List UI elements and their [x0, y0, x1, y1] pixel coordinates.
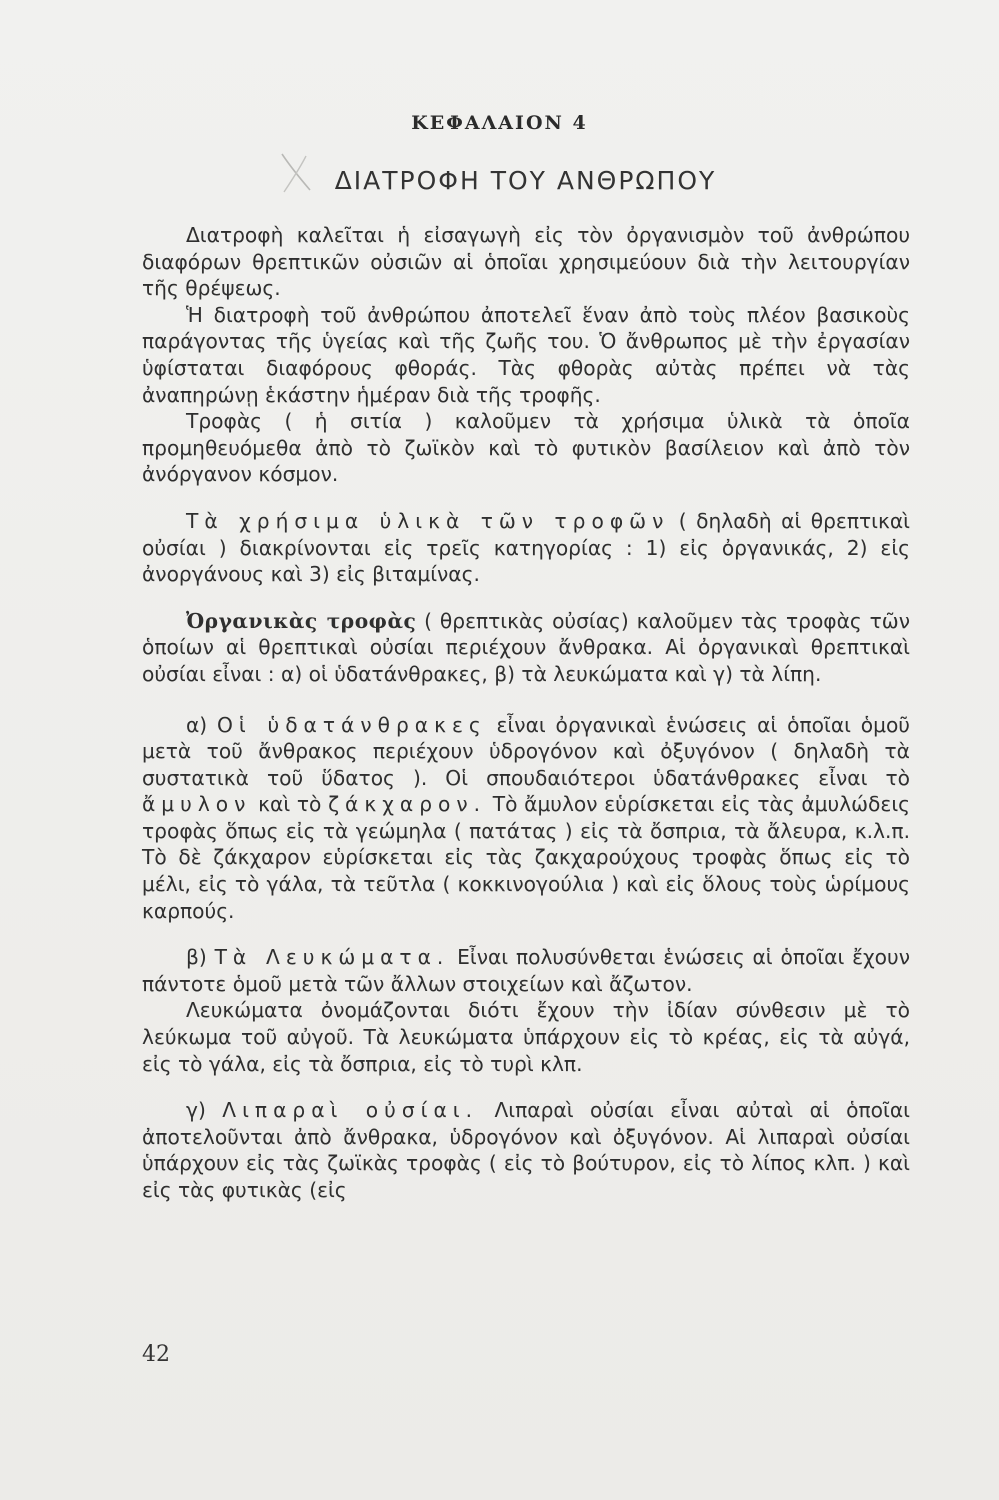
paragraph-fats: γ) Λιπαραὶ οὐσίαι. Λιπαραὶ οὐσίαι εἶναι αὐταὶ αἱ ὁποῖαι ἀποτελοῦνται ἀπὸ ἄνθρακα, ὑδρογόνον καὶ ὀξυγόνον. Αἱ λιπαραὶ οὐσίαι ὑπάρχουν εἰς τὰς ζωϊκὰς τροφὰς ( εἰς τὸ βούτυρον, εἰς τὸ λίπος κλπ. ) καὶ εἰς τὰς φυτικὰς (εἰς — [142, 1098, 910, 1202]
paragraph-proteins: β) Τὰ Λευκώματα. Εἶναι πολυσύνθεται ἑνώσεις αἱ ὁποῖαι ἔχουν πάντοτε ὁμοῦ μετὰ τῶν ἄλλων στοιχείων καὶ ἄζωτον. — [142, 945, 910, 996]
term-starch: ἄμυλον — [142, 792, 252, 817]
term-proteins: Τὰ Λευκώματα. — [214, 945, 450, 970]
paragraph-foods: Τροφὰς ( ἡ σιτία ) καλοῦμεν τὰ χρήσιμα ὑλικὰ τὰ ὁποῖα προμηθευόμεθα ἀπὸ τὸ ζωϊκὸν καὶ τὸ φυτικὸν βασίλειον καὶ ἀπὸ τὸν ἀνόργανον κόσμον. — [142, 409, 910, 487]
paragraph-categories: Τὰ χρήσιμα ὑλικὰ τῶν τροφῶν ( δηλαδὴ αἱ θρεπτικαὶ οὐσίαι ) διακρίνονται εἰς τρεῖς κατηγορίας : 1) εἰς ὀργανικάς, 2) εἰς ἀνοργάνους καὶ 3) εἰς βιταμίνας. — [142, 508, 910, 587]
paragraph-definition: Διατροφὴ καλεῖται ἡ εἰσαγωγὴ εἰς τὸν ὀργανισμὸν τοῦ ἀνθρώπου διαφόρων θρεπτικῶν οὐσιῶν αἱ ὁποῖαι χρησιμεύουν διὰ τὴν λειτουργίαν τῆς θρέψεως. — [142, 223, 910, 301]
term-organic-foods: Ὀργανικὰς τροφὰς — [186, 608, 417, 633]
paragraph-carbohydrates: α) Οἱ ὑδατάνθρακες εἶναι ὀργανικαὶ ἑνώσεις αἱ ὁποῖαι ὁμοῦ μετὰ τοῦ ἄνθρακος περιέχουν ὑδρογόνον καὶ ὀξυγόνον ( δηλαδὴ τὰ συστατικὰ τοῦ ὕδατος ). Οἱ σπουδαιότεροι ὑδατάνθρακες εἶναι τὸ ἄμυλον καὶ τὸ ζάκχαρον. Τὸ ἄμυλον εὑρίσκεται εἰς τὰς ἀμυλώδεις τροφὰς ὅπως εἰς τὰ γεώμηλα ( πατάτας ) εἰς τὰ ὄσπρια, τὰ ἄλευρα, κ.λ.π. Τὸ δὲ ζάκχαρον εὑρίσκεται εἰς τὰς ζακχαρούχους τροφὰς ὅπως εἰς τὸ μέλι, εἰς τὸ γάλα, τὰ τεῦτλα ( κοκκινογούλια ) καὶ εἰς ὅλους τοὺς ὡρίμους καρπούς. — [142, 712, 910, 923]
term-carbohydrates: Οἱ ὑδατάνθρακες — [217, 712, 487, 737]
term-useful-materials: Τὰ χρήσιμα ὑλικὰ τῶν τροφῶν — [186, 508, 670, 533]
page-number: 42 — [142, 1342, 170, 1367]
body-text — [142, 222, 910, 1204]
paragraph-organic: Ὀργανικὰς τροφὰς ( θρεπτικὰς οὐσίας) καλοῦμεν τὰς τροφὰς τῶν ὁποίων αἱ θρεπτικαὶ οὐσίαι περιέχουν ἄνθρακα. Αἱ ὀργανικαὶ θρεπτικαὶ οὐσίαι εἶναι : α) οἱ ὑδατάνθρακες, β) τὰ λευκώματα καὶ γ) τὰ λίπη. — [142, 608, 910, 686]
term-fats: Λιπαραὶ οὐσίαι. — [222, 1098, 479, 1123]
paragraph-proteins-sources: Λευκώματα ὀνομάζονται διότι ἔχουν τὴν ἰδίαν σύνθεσιν μὲ τὸ λεύκωμα τοῦ αὐγοῦ. Τὰ λευκώματα ὑπάρχουν εἰς τὸ κρέας, εἰς τὰ αὐγά, εἰς τὸ γάλα, εἰς τὰ ὄσπρια, εἰς τὸ τυρὶ κλπ. — [142, 998, 910, 1076]
chapter-title: ΔΙΑΤΡΟΦΗ ΤΟΥ ΑΝΘΡΩΠΟΥ — [334, 166, 717, 195]
chapter-label: ΚΕΦΑΛΑΙΟΝ 4 — [411, 112, 588, 134]
paragraph-importance: Ἡ διατροφὴ τοῦ ἀνθρώπου ἀποτελεῖ ἕναν ἀπὸ τοὺς πλέον βασικοὺς παράγοντας τῆς ὑγείας καὶ τῆς ζωῆς του. Ὁ ἄνθρωπος μὲ τὴν ἐργασίαν ὑφίσταται διαφόρους φθοράς. Τὰς φθορὰς αὐτὰς πρέπει νὰ τὰς ἀναπηρώνῃ ἑκάστην ἡμέραν διὰ τῆς τροφῆς. — [142, 302, 910, 407]
term-sugar: ζάκχαρον. — [328, 792, 487, 817]
